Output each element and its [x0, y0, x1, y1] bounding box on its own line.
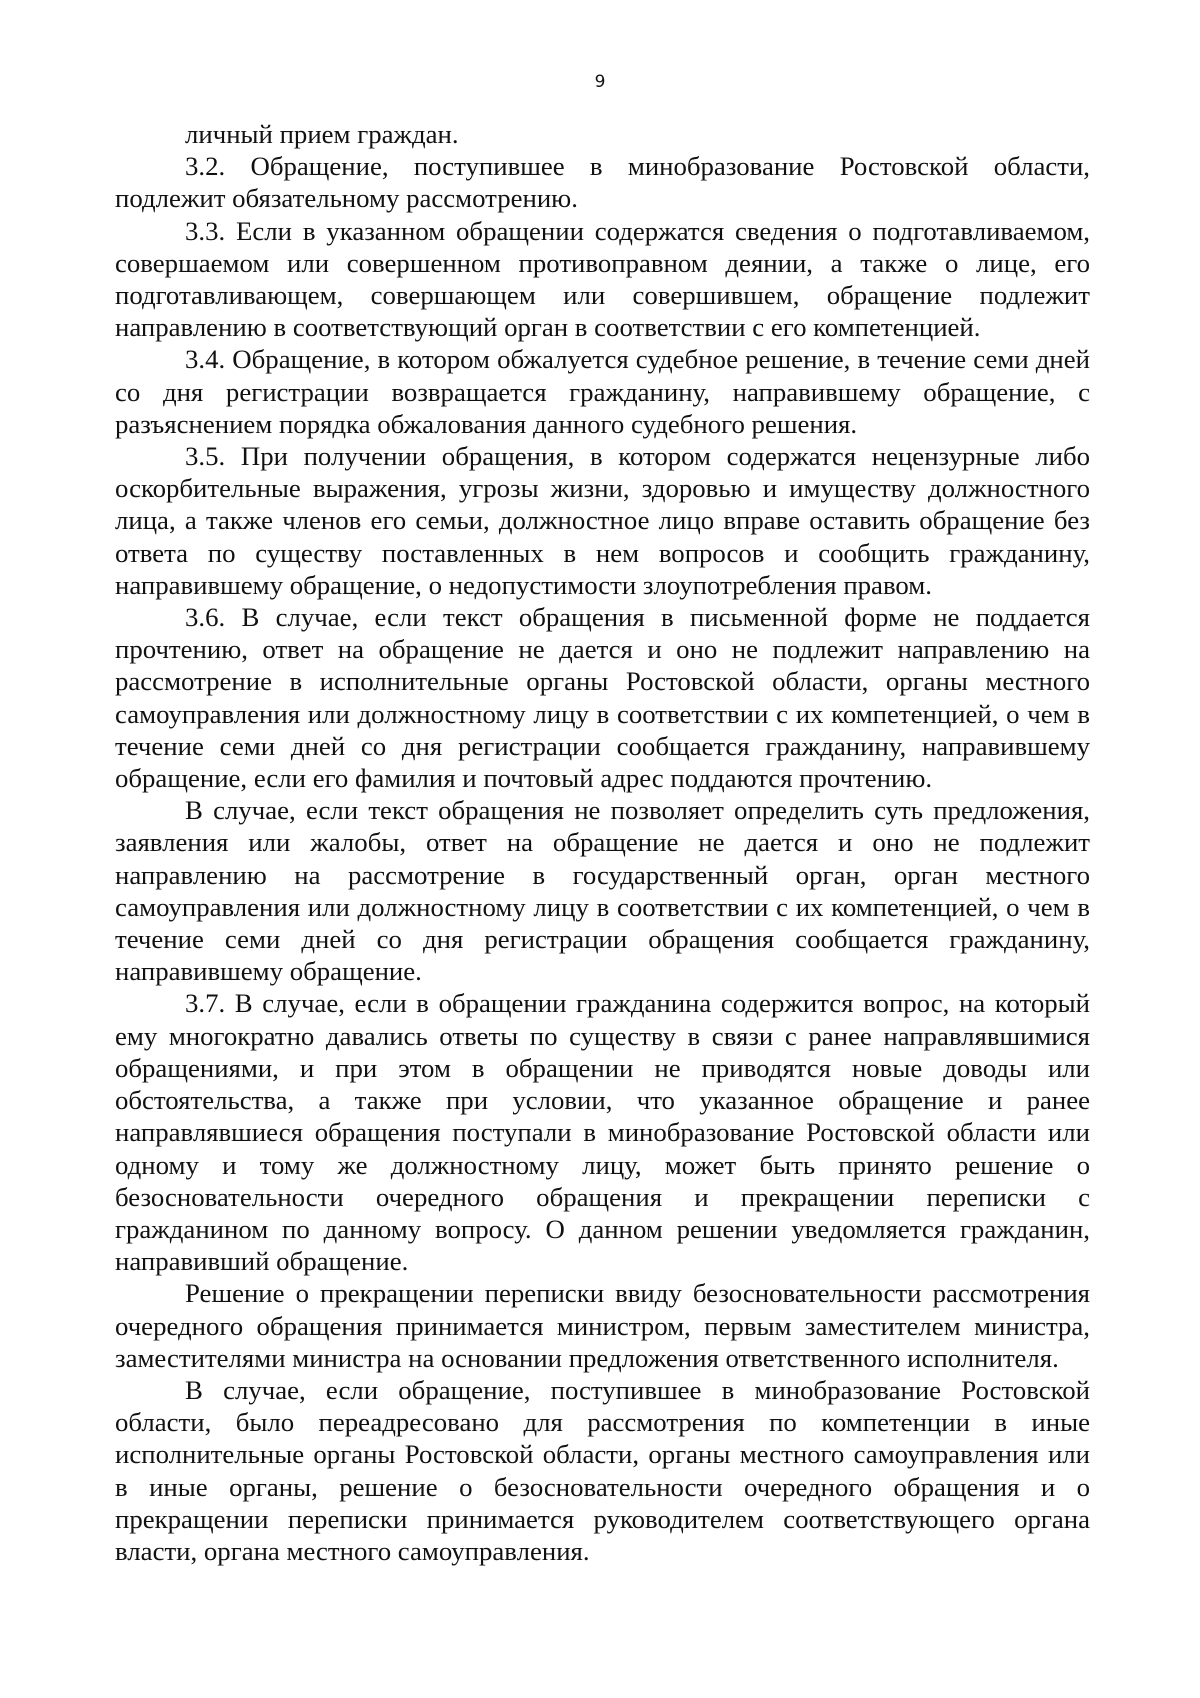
- paragraph-3-7-redirect: В случае, если обращение, поступившее в минобразование Ростовской области, было переадресовано для рассмотрения по компетенции в иные исполнительные органы Ростовской области, органы местного самоуправления или в иные органы, решение о безосновательности очередного обращения и о прекращении переписки принимается руководителем соответствующего органа власти, органа местного самоуправления.: [115, 1374, 1090, 1566]
- paragraph-continuation: личный прием граждан.: [185, 119, 459, 149]
- paragraph-3-3: 3.3. Если в указанном обращении содержатся сведения о подготавливаемом, совершаемом или совершенном противоправном деянии, а также о лице, его подготавливающем, совершающем или совершившем, обращение подлежит направлению в соответствующий орган в соответствии с его компетенцией.: [115, 215, 1090, 343]
- paragraph-3-6: 3.6. В случае, если текст обращения в письменной форме не поддается прочтению, ответ на обращение не дается и оно не подлежит направлению на рассмотрение в исполнительные органы Ростовской области, органы местного самоуправления или должностному лицу в соответствии с их компетенцией, о чем в течение семи дней со дня регистрации сообщается гражданину, направившему обращение, если его фамилия и почтовый адрес поддаются прочтению.: [115, 602, 1090, 794]
- page-number: 9: [594, 72, 606, 92]
- paragraph-3-6-cont: В случае, если текст обращения не позволяет определить суть предложения, заявления или жалобы, ответ на обращение не дается и оно не подлежит направлению на рассмотрение в государственный орган, орган местного самоуправления или должностному лицу в соответствии с их компетенцией, о чем в течение семи дней со дня регистрации обращения сообщается гражданину, направившему обращение.: [115, 795, 1090, 987]
- document-body: [115, 118, 1090, 1567]
- paragraph-3-2: 3.2. Обращение, поступившее в минобразование Ростовской области, подлежит обязательному рассмотрению.: [115, 151, 1090, 214]
- paragraph-3-5: 3.5. При получении обращения, в котором содержатся нецензурные либо оскорбительные выражения, угрозы жизни, здоровью и имуществу должностного лица, а также членов его семьи, должностное лицо вправе оставить обращение без ответа по существу поставленных в нем вопросов и сообщить гражданину, направившему обращение, о недопустимости злоупотребления правом.: [115, 441, 1090, 600]
- paragraph-3-7-decision: Решение о прекращении переписки ввиду безосновательности рассмотрения очередного обращения принимается министром, первым заместителем министра, заместителями министра на основании предложения ответственного исполнителя.: [115, 1278, 1090, 1373]
- paragraph-3-7: 3.7. В случае, если в обращении гражданина содержится вопрос, на который ему многократно давались ответы по существу в связи с ранее направлявшимися обращениями, и при этом в обращении не приводятся новые доводы или обстоятельства, а также при условии, что указанное обращение и ранее направлявшиеся обращения поступали в минобразование Ростовской области или одному и тому же должностному лицу, может быть принято решение о безосновательности очередного обращения и прекращении переписки с гражданином по данному вопросу. О данном решении уведомляется гражданин, направивший обращение.: [115, 988, 1090, 1277]
- paragraph-3-4: 3.4. Обращение, в котором обжалуется судебное решение, в течение семи дней со дня регистрации возвращается гражданину, направившему обращение, с разъяснением порядка обжалования данного судебного решения.: [115, 344, 1090, 439]
